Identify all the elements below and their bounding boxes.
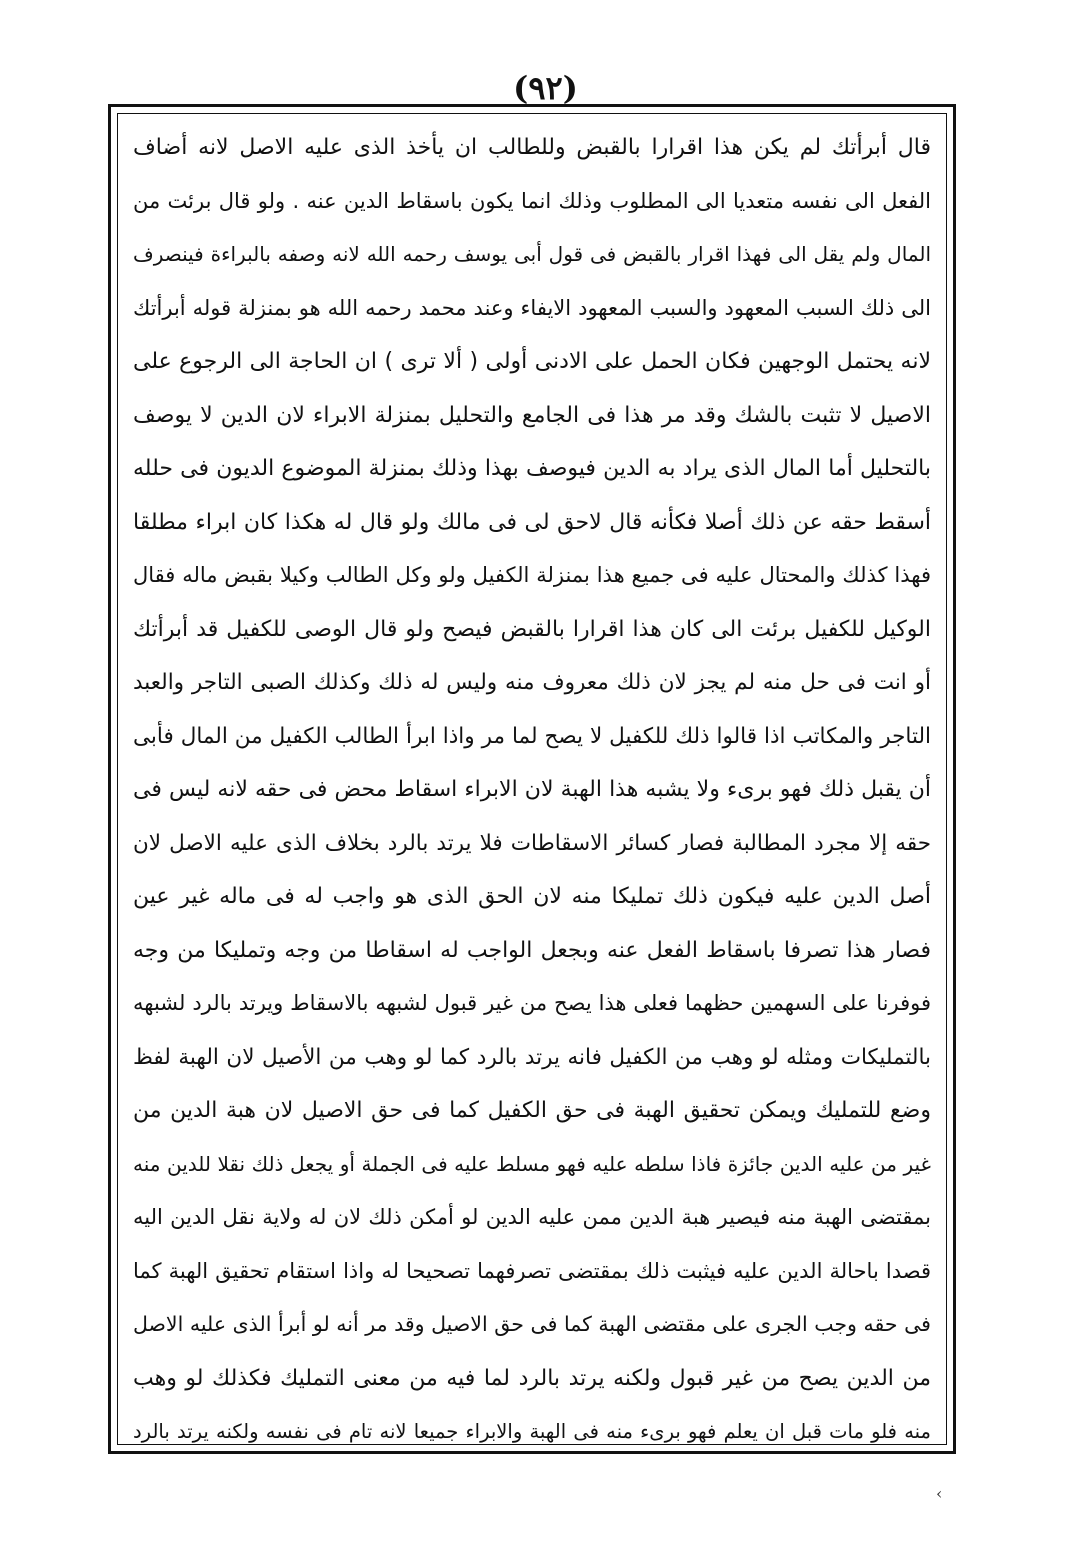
body-text	[133, 121, 931, 1459]
text-line: المال ولم يقل الى فهذا اقرار بالقبض فى قول أبى يوسف رحمه الله لانه وصفه بالبراءة فينصرف	[133, 242, 931, 266]
text-line: الوكيل للكفيل برئت الى كان هذا اقرارا بالقبض فيصح ولو قال الوصى للكفيل قد أبرأتك	[133, 616, 931, 642]
text-line: لانه يحتمل الوجهين فكان الحمل على الادنى أولى ( ألا ترى ) ان الحاجة الى الرجوع على	[133, 349, 931, 374]
text-line: فى حقه وجب الجرى على مقتضى الهبة كما فى حق الاصيل وقد مر أنه لو أبرأ الذى عليه الاصل	[133, 1312, 931, 1336]
text-line: بالتحليل أما المال الذى يراد به الدين فيوصف بهذا وذلك بمنزلة الموضوع الديون فى حلله	[133, 456, 931, 481]
page-border	[108, 104, 956, 1454]
text-line: أسقط حقه عن ذلك أصلا فكأنه قال لاحق لى فى مالك ولو قال له هكذا كان ابراء مطلقا	[133, 509, 931, 535]
text-line: أو انت فى حل منه لم يجز لان ذلك معروف منه وليس له ذلك وكذلك الصبى التاجر والعبد	[133, 670, 931, 695]
text-line: الى ذلك السبب المعهود والسبب المعهود الايفاء وعند محمد رحمه الله هو بمنزلة قوله أبرأتك	[133, 295, 931, 320]
text-line: الفعل الى نفسه متعديا الى المطلوب وذلك انما يكون باسقاط الدين عنه . ولو قال برئت من	[133, 188, 931, 213]
text-line: التاجر والمكاتب اذا قالوا ذلك للكفيل لا يصح لما مر واذا ابرأ الطالب الكفيل من المال فأبى	[133, 723, 931, 749]
text-line: قال أبرأتك لم يكن هذا اقرارا بالقبض وللطالب ان يأخذ الذى عليه الاصل لانه أضاف	[133, 135, 931, 160]
margin-mark: ‹	[936, 1484, 943, 1503]
text-line: بمقتضى الهبة منه فيصير هبة الدين ممن عليه الدين لو أمكن ذلك لان له ولاية نقل الدين اليه	[133, 1205, 931, 1229]
text-line: بالتمليكات ومثله لو وهب من الكفيل فانه يرتد بالرد كما لو وهب من الأصيل لان الهبة لفظ	[133, 1044, 931, 1070]
text-line: منه فلو مات قبل ان يعلم فهو برىء منه فى الهبة والابراء جميعا لانه تام فى نفسه ولكنه يرتد بالرد	[133, 1420, 931, 1443]
text-line: أن يقبل ذلك فهو برىء ولا يشبه هذا الهبة لان الابراء اسقاط محض فى حقه لانه ليس فى	[133, 777, 931, 802]
text-line: فصار هذا تصرفا باسقاط الفعل عنه وبجعل الواجب له اسقاطا من وجه وتمليكا من وجه	[133, 937, 931, 963]
text-line: فهذا كذلك والمحتال عليه فى جميع هذا بمنزلة الكفيل ولو وكل الطالب وكيلا بقبض ماله فقال	[133, 563, 931, 587]
text-line: غير من عليه الدين جائزة فاذا سلطه عليه فهو مسلط عليه فى الجملة أو يجعل ذلك نقلا للدين منه	[133, 1151, 931, 1176]
text-line: من الدين يصح من غير قبول ولكنه يرتد بالرد لما فيه من معنى التمليك فكذلك لو وهب	[133, 1365, 931, 1391]
text-line: الاصيل لا تثبت بالشك وقد مر هذا فى الجامع والتحليل بمنزلة الابراء لان الدين لا يوصف	[133, 402, 931, 428]
text-line: فوفرنا على السهمين حظهما فعلى هذا يصح من غير قبول لشبهه بالاسقاط ويرتد بالرد لشبهه	[133, 991, 931, 1015]
text-line: وضع للتمليك ويمكن تحقيق الهبة فى حق الكفيل كما فى حق الاصيل لان هبة الدين من	[133, 1098, 931, 1123]
text-line: أصل الدين عليه فيكون ذلك تمليكا منه لان الحق الذى هو واجب له فى ماله غير عين	[133, 884, 931, 909]
text-line: حقه إلا مجرد المطالبة فصار كسائر الاسقاطات فلا يرتد بالرد بخلاف الذى عليه الاصل لان	[133, 830, 931, 856]
text-line: قصدا باحالة الدين عليه فيثبت ذلك بمقتضى تصرفهما تصحيحا له واذا استقام تحقيق الهبة كما	[133, 1258, 931, 1283]
page-number: (٩٢)	[513, 69, 578, 107]
